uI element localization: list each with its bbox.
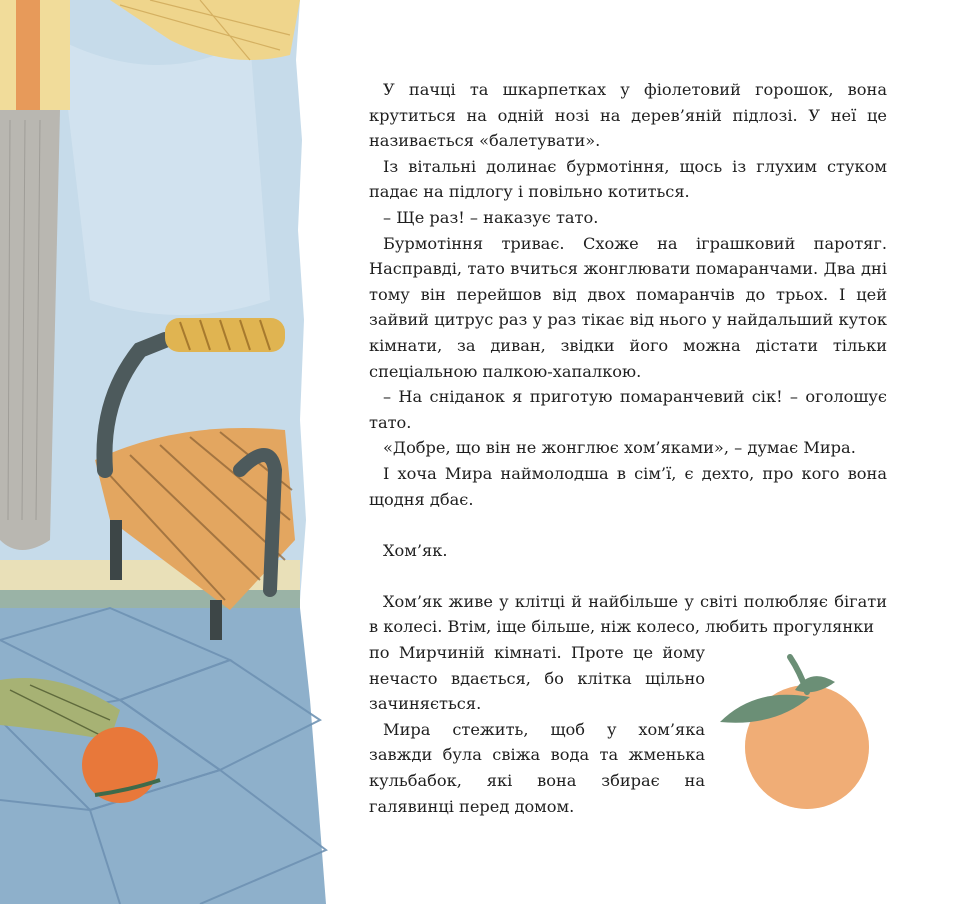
paragraph: І хоча Мира наймолодша в сім’ї, є дехто, про кого вона щодня дбає. xyxy=(369,463,887,509)
paragraph: Хом’як живе у клітці й найбільше у світі полюбляє бігати в колесі. Втім, іще більше, ніж колесо, любить прогулянки xyxy=(369,591,887,637)
floor xyxy=(0,608,326,904)
wall-wash xyxy=(60,40,270,315)
paragraph-heading: Хом’як. xyxy=(383,540,448,560)
paragraph: по Мирчиній кімнаті. Проте це йому нечасто вдається, бо клітка щільно зачиняється. xyxy=(369,643,705,714)
paragraph: – Ще раз! – наказує тато. xyxy=(383,207,599,227)
paragraph: – На сніданок я приготую помаранчевий сік! – оголошує тато. xyxy=(369,387,887,432)
paragraph: Бурмотіння триває. Схоже на іграшковий паротяг. Насправді, тато вчиться жонглювати помаранчами. Два дні тому він перейшов від двох помаранчів до трьох. І цей зайвий цитрус раз у раз тікає від нього у найдальший куток кімнати, за диван, звідки його можна дістати тільки спеціальною палкою-хапалкою. xyxy=(369,233,887,381)
paragraph: «Добре, що він не жонглює хом’яками», – думає Мира. xyxy=(383,438,856,458)
orange-illustration xyxy=(715,652,885,812)
paragraph: У пачці та шкарпетках у фіолетовий горошок, вона крутиться на одній нозі на дерев’яній підлозі. У неї це називається «балетувати». xyxy=(369,80,887,151)
paragraph: Мира стежить, щоб у хом’яка завжди була свіжа вода та жменька кульбабок, які вона збирає на галявинці перед домом. xyxy=(369,719,705,816)
room-illustration xyxy=(0,0,330,904)
paragraph: Із вітальні долинає бурмотіння, щось із глухим стуком падає на підлогу і повільно котиться. xyxy=(369,156,887,202)
